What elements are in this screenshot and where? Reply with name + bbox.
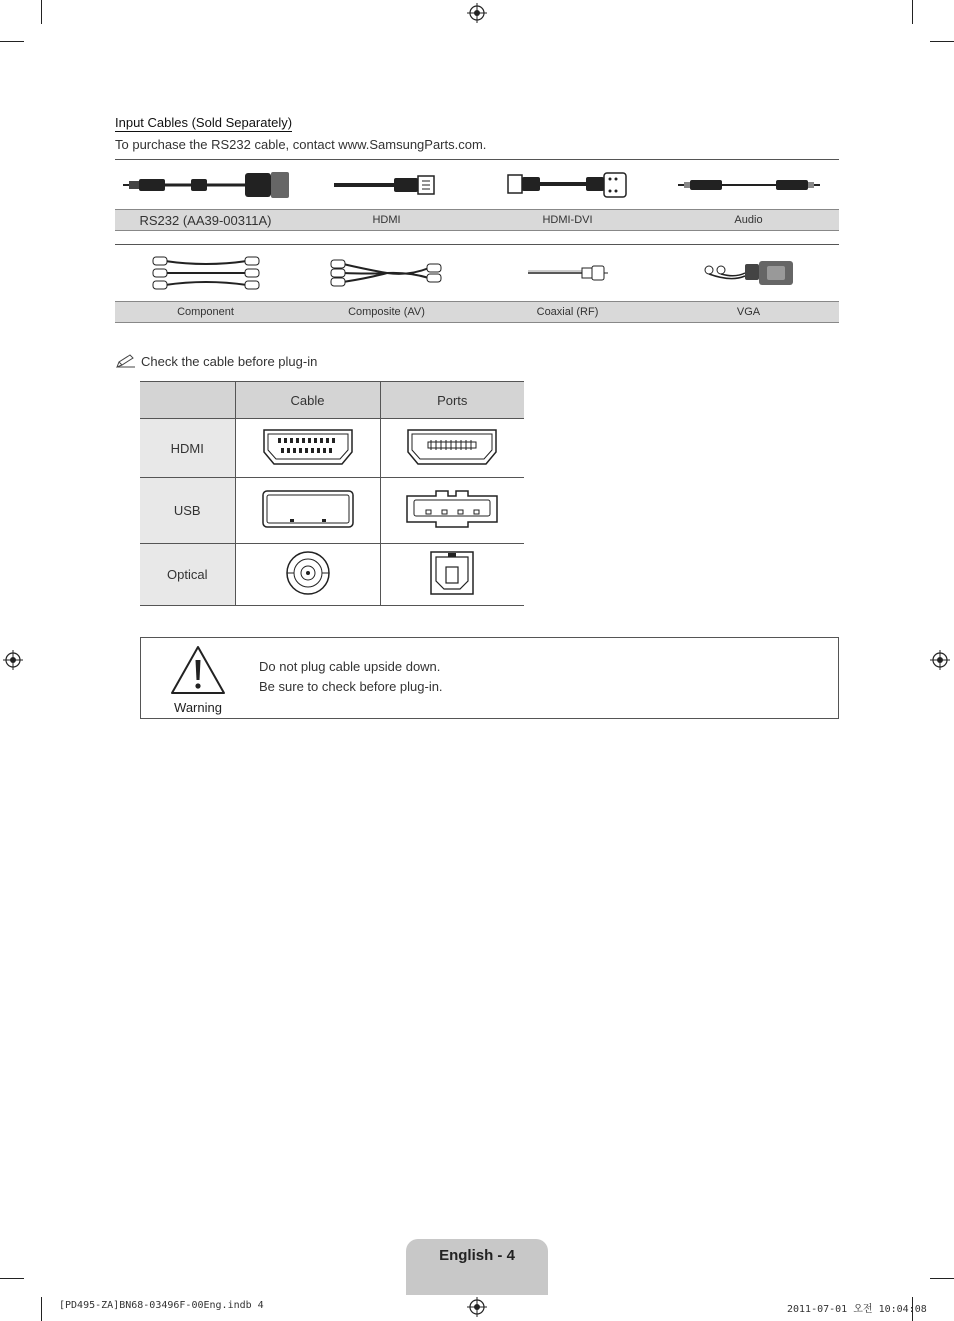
cable-label: HDMI-DVI xyxy=(542,214,593,226)
hdmi-port-icon xyxy=(406,428,498,466)
page-number-tab xyxy=(406,1239,548,1295)
cable-label: VGA xyxy=(736,306,761,318)
table-row xyxy=(140,419,524,478)
audio-cable-icon xyxy=(676,175,822,195)
note xyxy=(115,353,317,369)
warning-triangle-icon xyxy=(169,644,227,696)
cable-list-row-2 xyxy=(115,244,839,323)
registration-mark-icon xyxy=(3,650,23,670)
component-cable-icon xyxy=(151,253,261,293)
crop-mark xyxy=(0,1278,24,1279)
crop-mark xyxy=(0,41,24,42)
hdmi-plug-icon xyxy=(262,428,354,466)
row-label: USB xyxy=(140,478,235,544)
optical-plug-icon xyxy=(285,550,331,596)
hdmi-cable-icon xyxy=(332,170,442,200)
page-number: English - 4 xyxy=(439,1247,515,1264)
hdmi-dvi-cable-icon xyxy=(506,169,630,201)
warning-box xyxy=(140,637,839,719)
table-header-cable: Cable xyxy=(235,382,380,419)
crop-mark xyxy=(930,41,954,42)
cable-label: HDMI xyxy=(372,214,401,226)
warning-text: Do not plug cable upside down. xyxy=(259,659,441,674)
cable-label: Audio xyxy=(734,214,763,226)
crop-mark xyxy=(930,1278,954,1279)
ports-table xyxy=(140,381,524,606)
warning-label: Warning xyxy=(174,700,222,715)
usb-port-icon xyxy=(406,490,498,528)
print-slug-filename: [PD495-ZA]BN68-03496F-00Eng.indb 4 xyxy=(59,1300,264,1311)
table-row xyxy=(140,544,524,606)
print-slug-timestamp: 2011-07-01 오전 10:04:08 xyxy=(787,1304,927,1315)
coaxial-cable-icon xyxy=(526,263,610,283)
registration-mark-icon xyxy=(467,1297,487,1317)
note-text: Check the cable before plug-in xyxy=(141,353,318,369)
crop-mark xyxy=(41,0,42,24)
table-header-ports: Ports xyxy=(380,382,524,419)
cable-label: Composite (AV) xyxy=(348,306,425,318)
crop-mark xyxy=(912,0,913,24)
pencil-note-icon xyxy=(115,353,137,369)
optical-port-icon xyxy=(430,551,474,595)
row-label: Optical xyxy=(140,544,235,606)
cable-label: Coaxial (RF) xyxy=(536,306,599,318)
registration-mark-icon xyxy=(467,3,487,23)
rs232-cable-icon xyxy=(121,168,291,202)
usb-plug-icon xyxy=(262,490,354,528)
row-label: HDMI xyxy=(140,419,235,478)
table-row xyxy=(140,478,524,544)
warning-text: Be sure to check before plug-in. xyxy=(259,679,443,694)
vga-cable-icon xyxy=(701,258,797,288)
table-header xyxy=(140,382,235,419)
registration-mark-icon xyxy=(930,650,950,670)
cable-label: Component xyxy=(177,306,234,318)
cable-label: RS232 (AA39-00311A) xyxy=(139,212,272,228)
section-description: To purchase the RS232 cable, contact www.SamsungParts.com. xyxy=(115,137,487,152)
section-title: Input Cables (Sold Separately) xyxy=(115,115,293,130)
composite-cable-icon xyxy=(329,258,445,288)
cable-list-row-1 xyxy=(115,159,839,231)
crop-mark xyxy=(41,1297,42,1321)
